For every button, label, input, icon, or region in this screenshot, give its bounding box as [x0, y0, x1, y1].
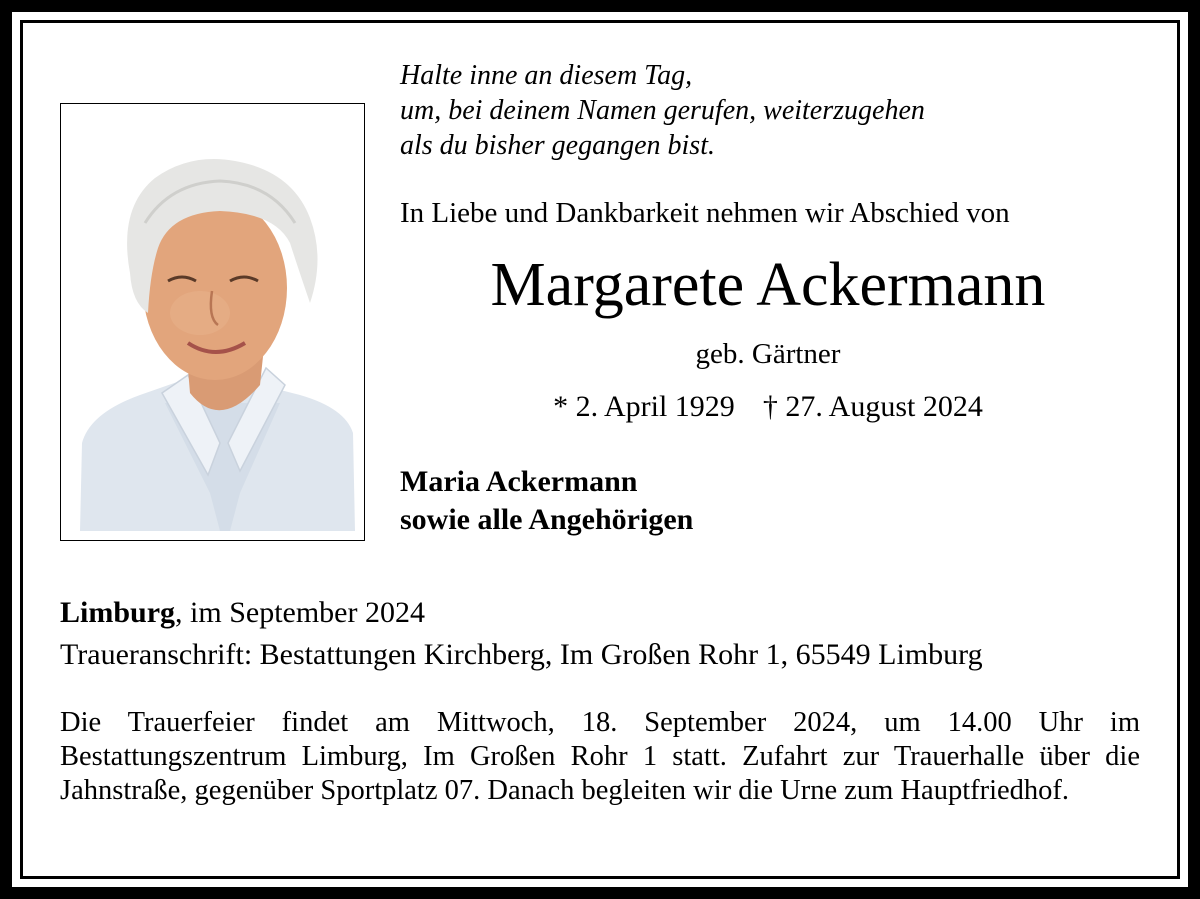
mourning-address: Traueranschrift: Bestattungen Kirchberg, Im Großen Rohr 1, 65549 Limburg: [60, 638, 983, 671]
poem-line: um, bei deinem Namen gerufen, weiterzugehen: [400, 95, 925, 126]
birth-date: * 2. April 1929: [553, 390, 735, 423]
life-dates: [400, 390, 1136, 424]
mourner-line: Maria Ackermann: [400, 465, 638, 498]
death-date: † 27. August 2024: [762, 390, 983, 423]
portrait-frame: [60, 103, 365, 541]
deceased-name: Margarete Ackermann: [490, 251, 1046, 319]
mourner-line: sowie alle Angehörigen: [400, 503, 694, 536]
mourners: [400, 463, 693, 539]
poem: [400, 58, 925, 163]
poem-line: Halte inne an diesem Tag,: [400, 60, 693, 91]
poem-line: als du bisher gegangen bist.: [400, 130, 715, 161]
place-city: Limburg: [60, 596, 176, 629]
place-date: [60, 596, 425, 630]
birth-name: geb. Gärtner: [695, 338, 841, 370]
funeral-service-info: Die Trauerfeier findet am Mittwoch, 18. September 2024, um 14.00 Uhr im Bestattungszentrum Limburg, Im Großen Rohr 1 statt. Zufahrt zur Trauerhalle über die Jahnstraße, gegenüber Sportplatz 07. Danach begleiten wir die Urne zum Hauptfriedhof.: [60, 707, 1140, 806]
farewell-intro: In Liebe und Dankbarkeit nehmen wir Abschied von: [400, 197, 1010, 229]
place-date-text: , im September 2024: [175, 596, 425, 629]
portrait-photo: [70, 113, 355, 531]
